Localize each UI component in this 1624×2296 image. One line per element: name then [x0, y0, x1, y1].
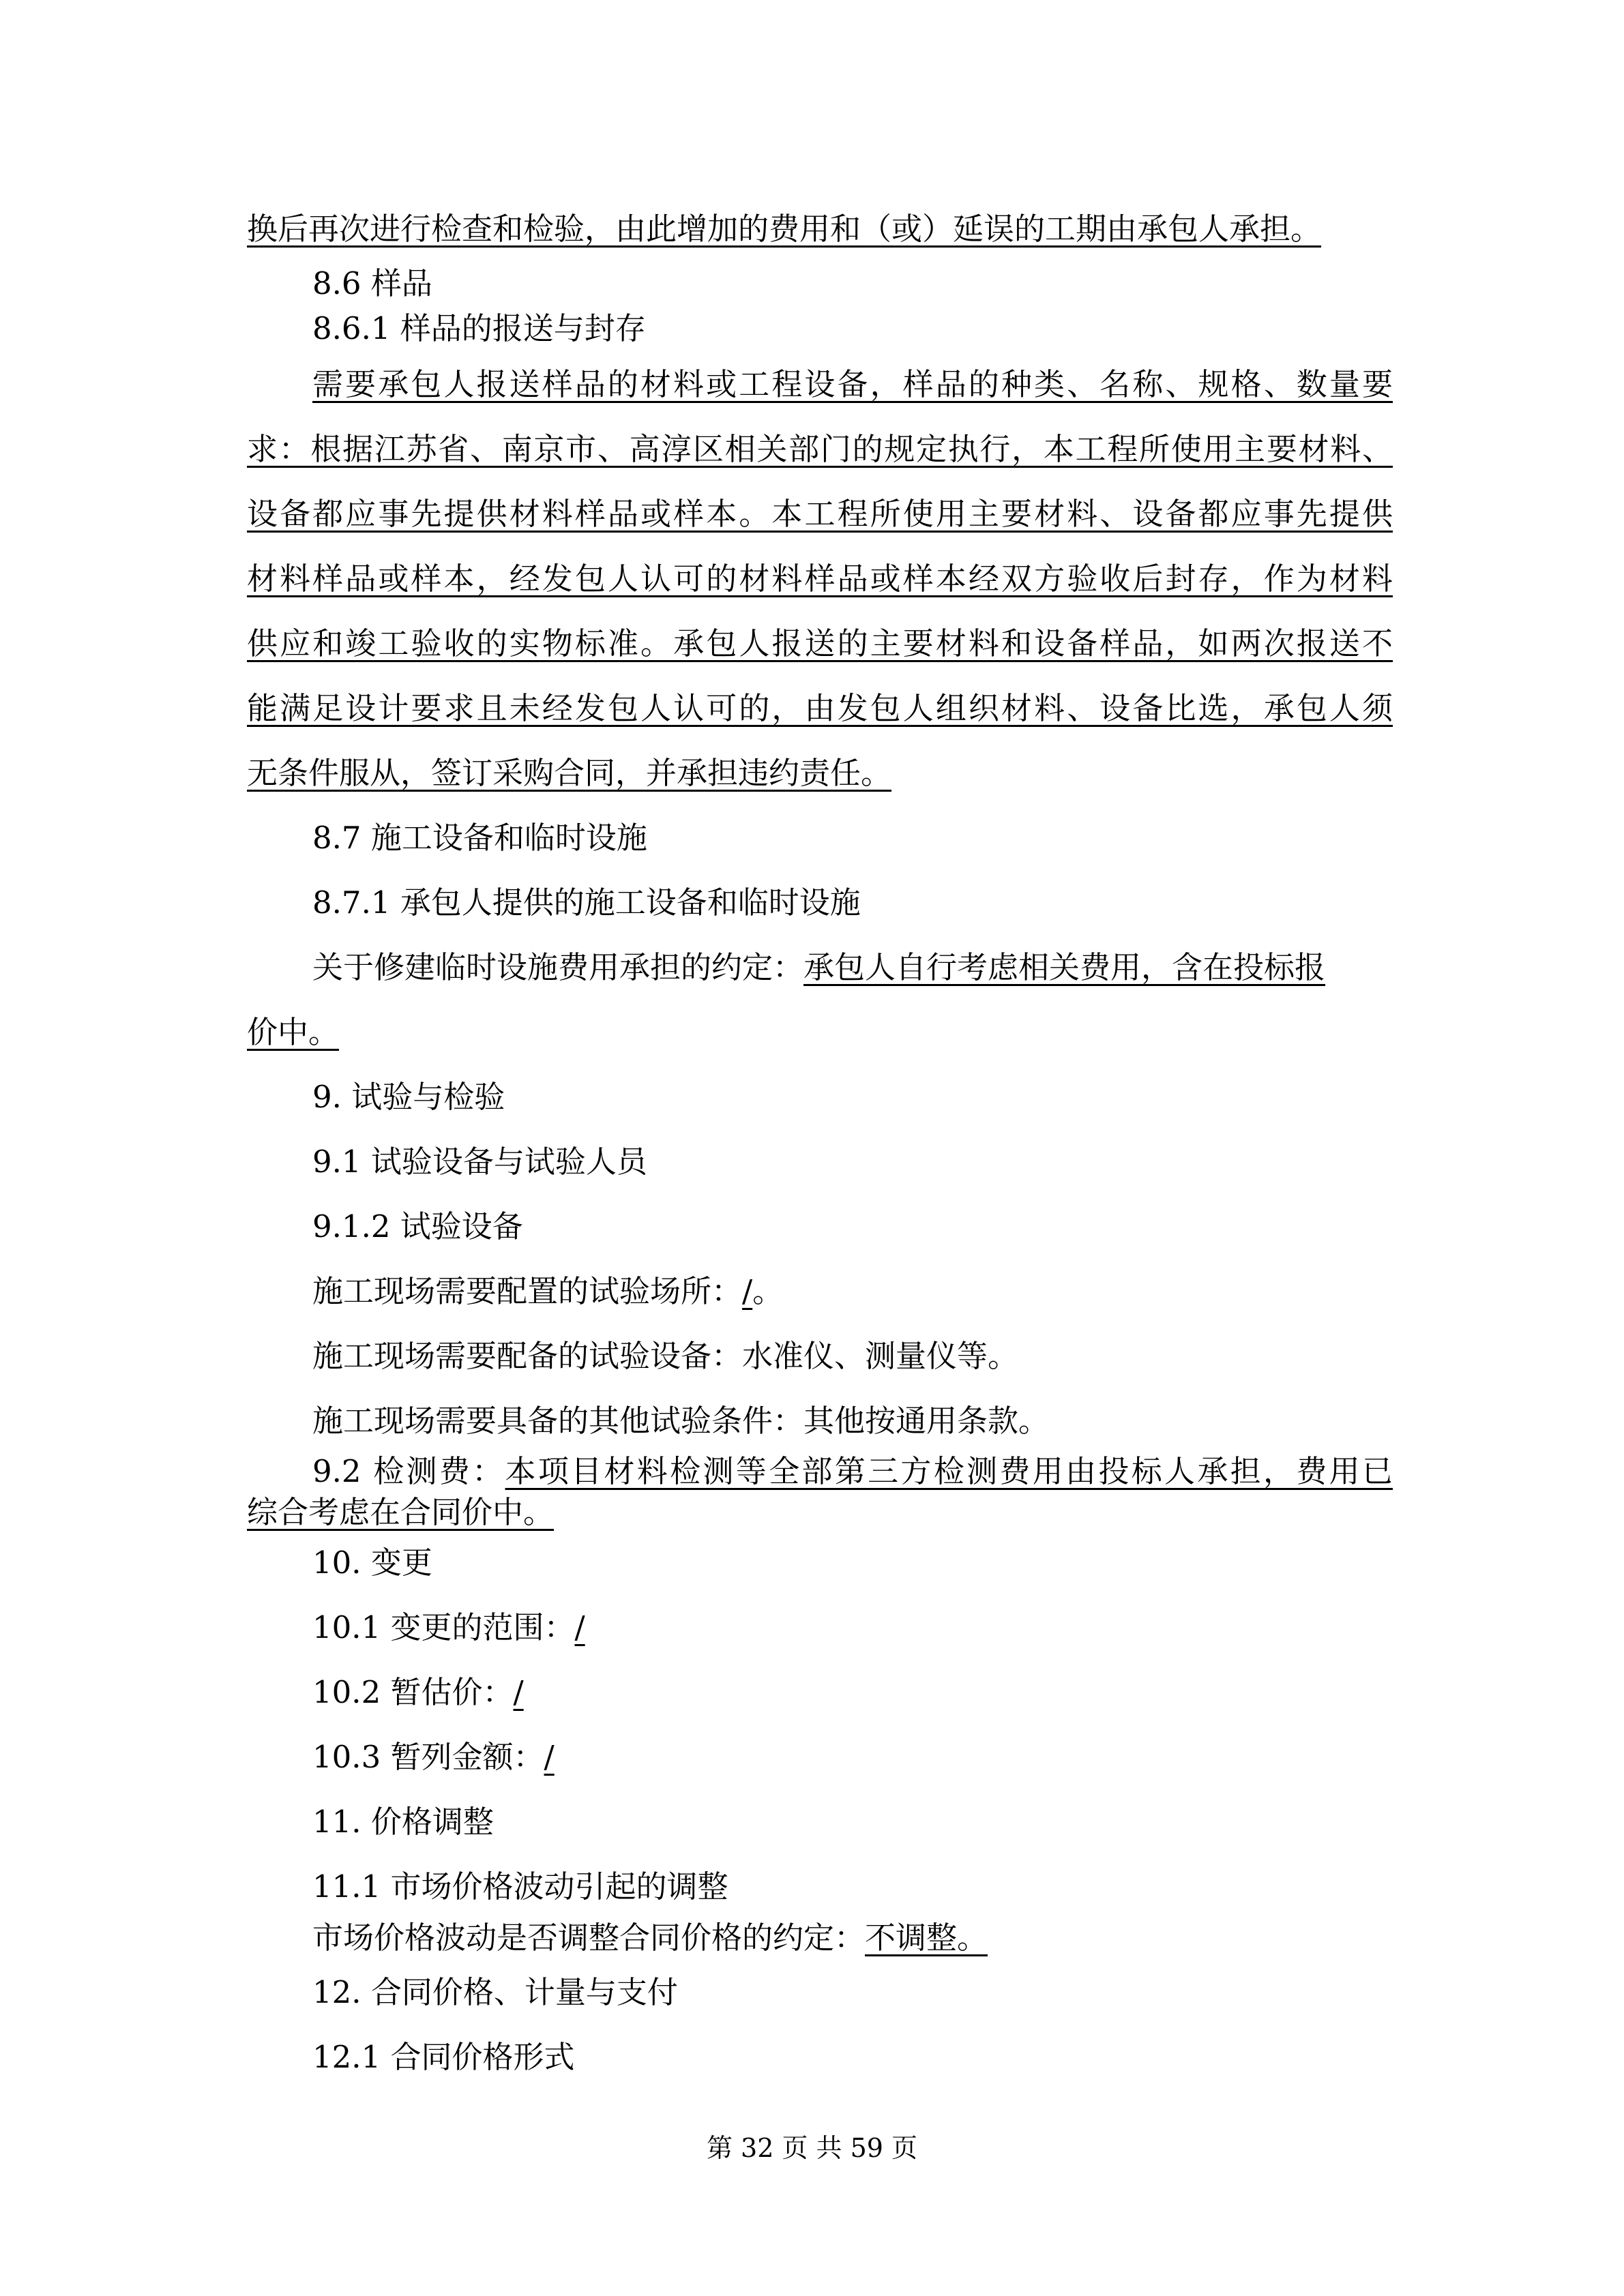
section-heading-11: 11. 价格调整 — [312, 1804, 494, 1840]
section-heading-12: 12. 合同价格、计量与支付 — [312, 1974, 678, 2010]
section-heading-10: 10. 变更 — [312, 1545, 432, 1581]
section-heading-12-1: 12.1 合同价格形式 — [312, 2039, 575, 2075]
paragraph-line: 10.3 暂列金额：/ — [312, 1739, 555, 1775]
paragraph-line: 能满足设计要求且未经发包人认可的，由发包人组织材料、设备比选，承包人须 — [247, 690, 1393, 726]
paragraph-line: 施工现场需要具备的其他试验条件：其他按通用条款。 — [312, 1403, 1050, 1439]
paragraph-line: 施工现场需要配备的试验设备：水准仪、测量仪等。 — [312, 1338, 1019, 1374]
paragraph-line: 10.1 变更的范围：/ — [312, 1609, 585, 1645]
paragraph-line: 换后再次进行检查和检验，由此增加的费用和（或）延误的工期由承包人承担。 — [247, 211, 1322, 247]
section-heading-9: 9. 试验与检验 — [312, 1079, 505, 1115]
paragraph-line: 求：根据江苏省、南京市、高淳区相关部门的规定执行，本工程所使用主要材料、 — [247, 431, 1393, 467]
underlined-value: 本项目材料检测等全部第三方检测费用由投标人承担，费用已 — [505, 1453, 1393, 1489]
paragraph-line: 设备都应事先提供材料样品或样本。本工程所使用主要材料、设备都应事先提供 — [247, 496, 1393, 532]
paragraph-line: 9.2 检测费：本项目材料检测等全部第三方检测费用由投标人承担，费用已 — [312, 1453, 1393, 1489]
section-heading-8-7: 8.7 施工设备和临时设施 — [312, 820, 647, 856]
section-heading-9-1: 9.1 试验设备与试验人员 — [312, 1144, 647, 1180]
underlined-value: / — [574, 1609, 585, 1645]
section-heading-8-6-1: 8.6.1 样品的报送与封存 — [312, 310, 646, 346]
paragraph-line: 需要承包人报送样品的材料或工程设备，样品的种类、名称、规格、数量要 — [312, 366, 1393, 402]
section-heading-11-1: 11.1 市场价格波动引起的调整 — [312, 1868, 728, 1905]
page-footer — [0, 2128, 1624, 2168]
section-heading-9-1-2: 9.1.2 试验设备 — [312, 1208, 523, 1244]
section-heading-8-7-1: 8.7.1 承包人提供的施工设备和临时设施 — [312, 884, 861, 921]
paragraph-line: 价中。 — [247, 1014, 340, 1050]
paragraph-line: 无条件服从，签订采购合同，并承担违约责任。 — [247, 755, 892, 791]
underlined-value: / — [742, 1273, 753, 1309]
paragraph-line: 10.2 暂估价：/ — [312, 1674, 524, 1710]
underlined-value: 不调整。 — [865, 1920, 988, 1956]
section-heading-8-6: 8.6 样品 — [312, 265, 432, 301]
paragraph-line: 施工现场需要配置的试验场所：/。 — [312, 1273, 784, 1309]
underlined-value: 承包人自行考虑相关费用，含在投标报 — [803, 949, 1326, 985]
paragraph-line: 供应和竣工验收的实物标准。承包人报送的主要材料和设备样品，如两次报送不 — [247, 625, 1393, 661]
underlined-value: / — [513, 1674, 524, 1710]
paragraph-line: 综合考虑在合同价中。 — [247, 1494, 555, 1530]
paragraph-line: 材料样品或样本，经发包人认可的材料样品或样本经双方验收后封存，作为材料 — [247, 561, 1393, 597]
underlined-value: / — [544, 1739, 555, 1775]
paragraph-line: 市场价格波动是否调整合同价格的约定：不调整。 — [312, 1920, 988, 1956]
paragraph-line: 关于修建临时设施费用承担的约定：承包人自行考虑相关费用，含在投标报 — [312, 949, 1326, 985]
page-number: 第 32 页 共 59 页 — [706, 2133, 918, 2163]
